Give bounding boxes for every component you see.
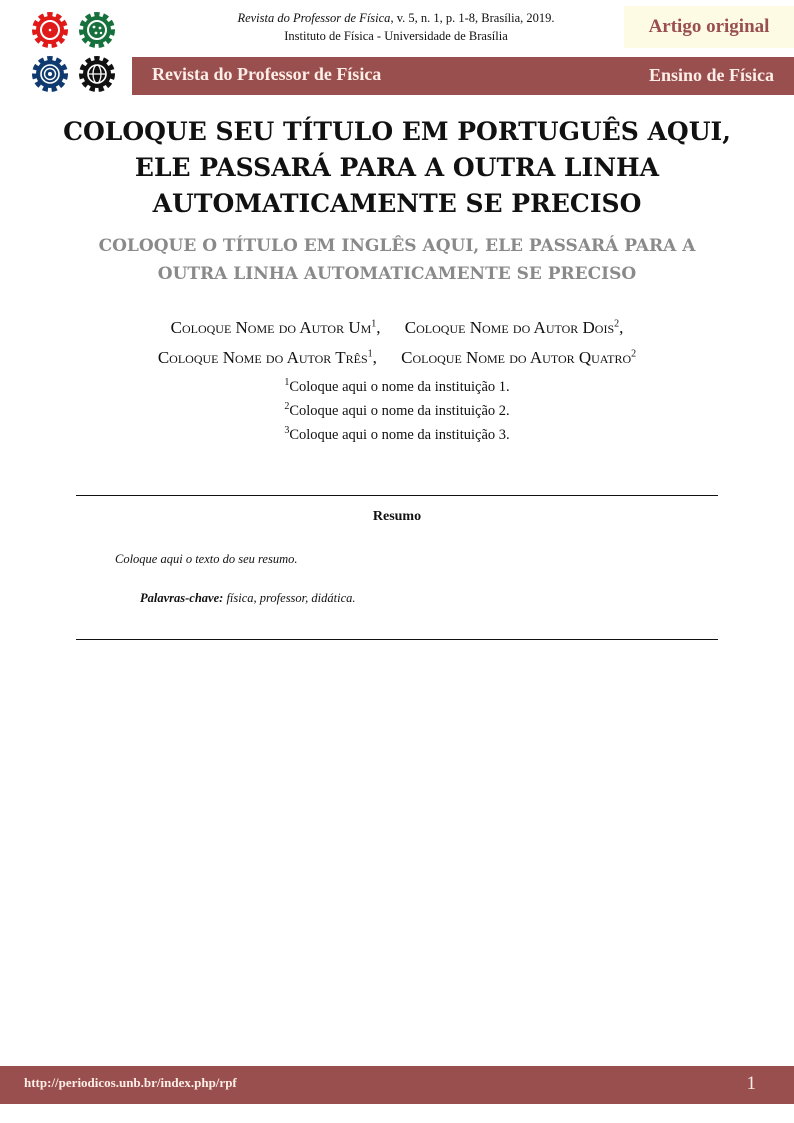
keywords-values: física, professor, didática. — [223, 591, 356, 605]
journal-url-link[interactable]: http://periodicos.unb.br/index.php/rpf — [24, 1075, 237, 1090]
journal-logo-gears-icon — [28, 8, 120, 96]
journal-banner — [132, 57, 794, 95]
citation-header — [140, 9, 652, 45]
page-number: 1 — [746, 1073, 756, 1094]
green-gear-icon — [82, 15, 112, 45]
author: Coloque Nome do Autor Três$^1$, — [157, 348, 377, 368]
institution: $^3$Coloque aqui o nome da instituição 3. — [284, 424, 510, 443]
article-type-badge: Artigo original — [624, 6, 794, 48]
author: Coloque Nome do Autor Quatro$^2$ — [401, 348, 637, 368]
blue-gear-icon — [35, 59, 65, 89]
abstract-bottom-rule — [76, 639, 718, 640]
institute-name: Instituto de Física - Universidade de Brasília — [284, 29, 508, 43]
journal-name: Revista do Professor de Física — [237, 11, 391, 25]
author: Coloque Nome do Autor Um$^1$, — [170, 317, 381, 337]
author: Coloque Nome do Autor Dois$^2$, — [404, 317, 624, 337]
institution: $^1$Coloque aqui o nome da instituição 1. — [284, 377, 510, 395]
abstract-heading: Resumo — [372, 509, 422, 524]
banner-journal-title: Revista do Professor de Física — [152, 64, 382, 84]
black-gear-icon — [82, 59, 112, 89]
citation-details: , v. 5, n. 1, p. 1-8, Brasília, 2019. — [390, 11, 555, 25]
paper-title: COLOQUE SEU TÍTULO EM PORTUGUÊS AQUI, ELE PASSARÁ PARA A OUTRA LINHA AUTOMATICAMENTE SE PRECISO — [63, 117, 731, 218]
paper-title-english: COLOQUE O TÍTULO EM INGLÊS AQUI, ELE PASSARÁ PARA A OUTRA LINHA AUTOMATICAMENTE SE PRECISO — [98, 236, 696, 284]
page-footer — [0, 1066, 794, 1104]
keywords-label: Palavras-chave: — [140, 591, 224, 605]
institution-list — [100, 373, 694, 444]
institution: $^2$Coloque aqui o nome da instituição 2. — [284, 400, 510, 419]
abstract-top-rule — [76, 495, 718, 496]
red-gear-icon — [35, 15, 65, 45]
author-list — [40, 310, 754, 371]
keywords — [140, 591, 356, 606]
abstract-text: Coloque aqui o texto do seu resumo. — [115, 552, 298, 566]
banner-section: Ensino de Física — [648, 65, 774, 85]
